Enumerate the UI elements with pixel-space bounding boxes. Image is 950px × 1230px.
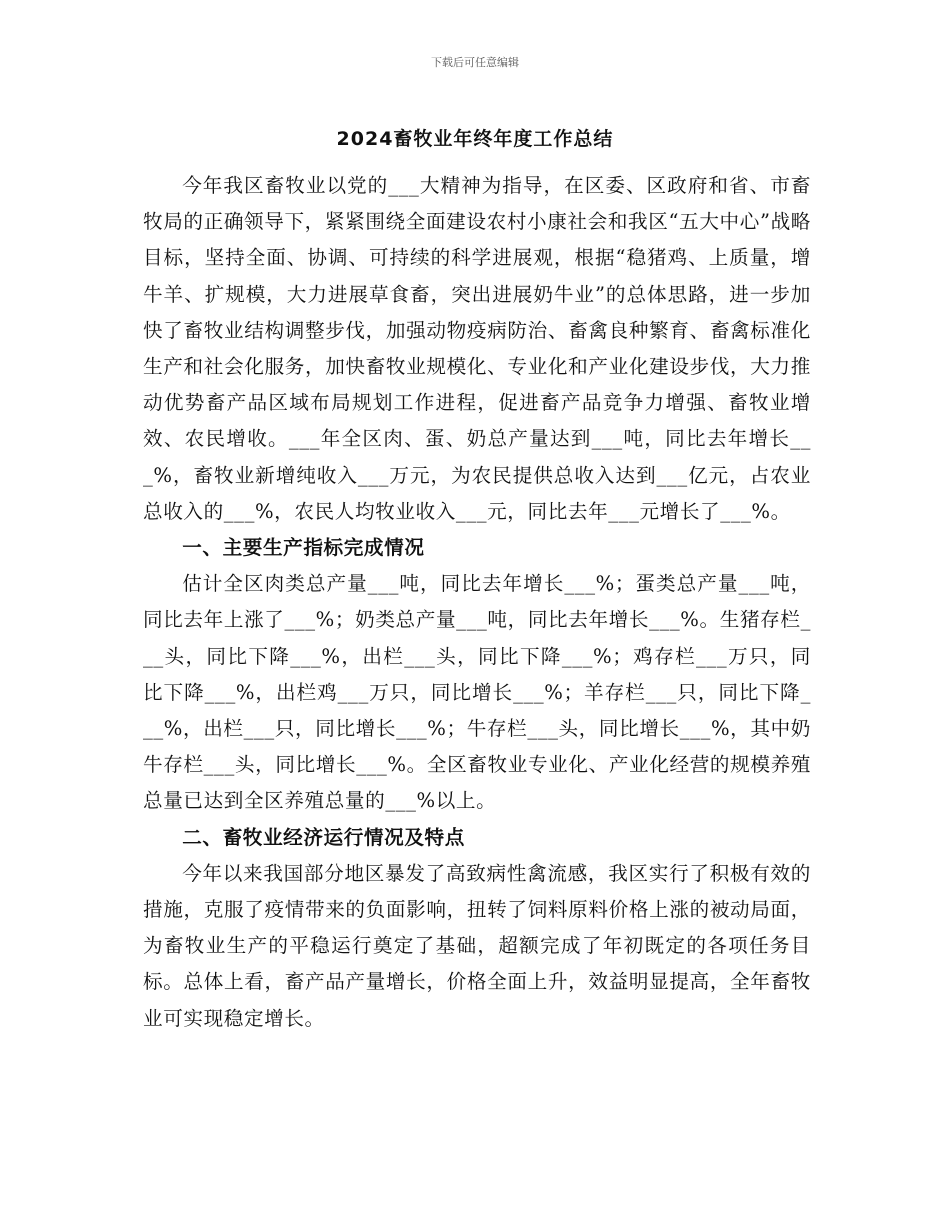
section-heading-production: 一、主要生产指标完成情况	[182, 536, 425, 560]
document-title: 2024畜牧业年终年度工作总结	[336, 128, 614, 150]
section-paragraph-economy: 今年以来我国部分地区暴发了高致病性禽流感，我区实行了积极有效的措施，克服了疫情带来的负面影响，扭转了饲料原料价格上涨的被动局面，为畜牧业生产的平稳运行奠定了基础，超额完成了年初既定的各项任务目标。总体上看，畜产品产量增长，价格全面上升，效益明显提高，全年畜牧业可实现稳定增长。	[143, 861, 811, 1030]
intro-paragraph: 今年我区畜牧业以党的___大精神为指导，在区委、区政府和省、市畜牧局的正确领导下，紧紧围绕全面建设农村小康社会和我区“五大中心”战略目标，坚持全面、协调、可持续的科学进展观，根据“稳猪鸡、上质量，增牛羊、扩规模，大力进展草食畜，突出进展奶牛业”的总体思路，进一步加快了畜牧业结构调整步伐，加强动物疫病防治、畜禽良种繁育、畜禽标准化生产和社会化服务，加快畜牧业规模化、专业化和产业化建设步伐，大力推动优势畜产品区域布局规划工作进程，促进畜产品竞争力增强、畜牧业增效、农民增收。___年全区肉、蛋、奶总产量达到___吨，同比去年增长___%，畜牧业新增纯收入___万元，为农民提供总收入达到___亿元，占农业总收入的___%，农民人均牧业收入___元，同比去年___元增长了___%。	[143, 174, 811, 523]
document-body	[143, 168, 811, 1037]
section-heading-economy: 二、畜牧业经济运行情况及特点	[182, 825, 465, 849]
page-header-note: 下载后可任意编辑	[431, 56, 519, 69]
section-paragraph-production: 估计全区肉类总产量___吨，同比去年增长___%；蛋类总产量___吨，同比去年上涨了___%；奶类总产量___吨，同比去年增长___%。生猪存栏___头，同比下降___%，出栏___头，同比下降___%；鸡存栏___万只，同比下降___%，出栏鸡___万只，同比增长___%；羊存栏___只，同比下降___%，出栏___只，同比增长___%；牛存栏___头，同比增长___%，其中奶牛存栏___头，同比增长___%。全区畜牧业专业化、产业化经营的规模养殖总量已达到全区养殖总量的___%以上。	[143, 572, 811, 813]
